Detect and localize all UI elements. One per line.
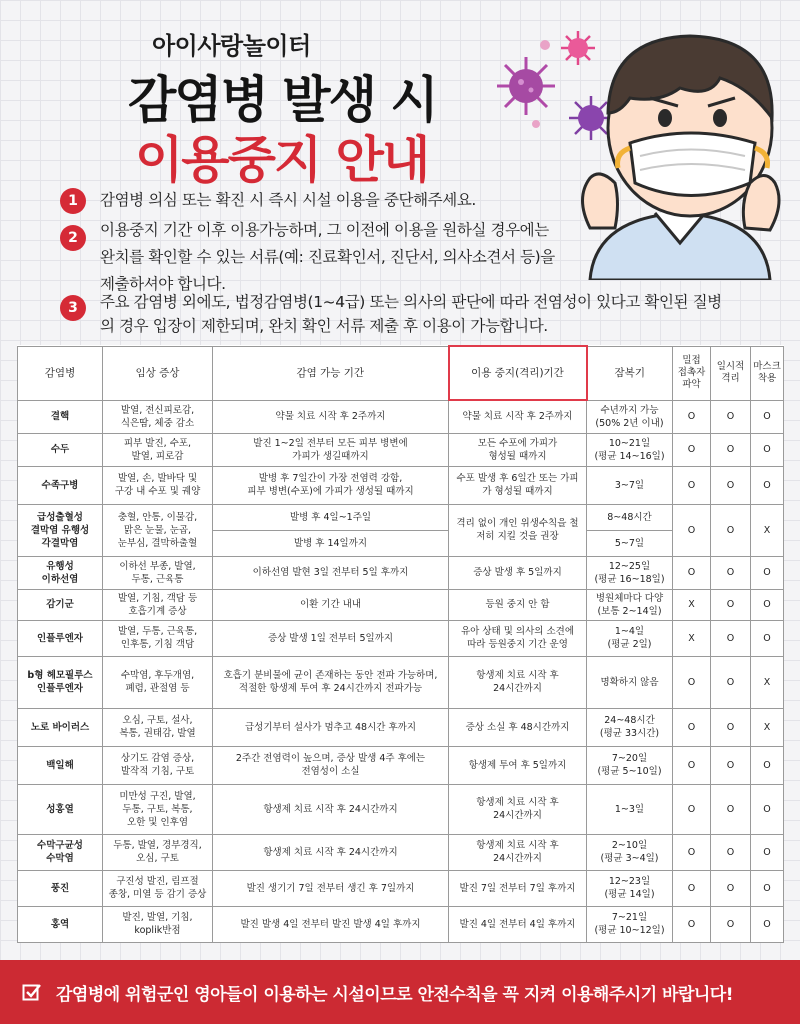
table-header-row: [18, 346, 784, 400]
table-row: [18, 466, 784, 504]
column-header: 잠복기: [587, 346, 673, 400]
notice-text: 이용중지 기간 이후 이용가능하며, 그 이전에 이용을 원하실 경우에는 완치를 확인할 수 있는 서류(예: 진료확인서, 진단서, 의사소견서 등)을 제출하셔야 합니다.: [100, 221, 555, 293]
period-cell: 발진 생기기 7일 전부터 생긴 후 7일까지: [213, 870, 449, 906]
isolation-cell: O: [711, 708, 751, 746]
subtitle: 아이사랑놀이터: [152, 32, 311, 60]
period-cell: 약물 치료 시작 후 2주까지: [213, 400, 449, 433]
contact-cell: O: [673, 556, 711, 589]
dot-decoration: [532, 120, 540, 128]
incubation-cell: 3~7일: [587, 466, 673, 504]
disease-name: 홍역: [18, 906, 103, 942]
disease-name: 급성출혈성 결막염 유행성 각결막염: [18, 504, 103, 556]
incubation-cell: 1~3일: [587, 784, 673, 834]
incubation-cell: 수년까지 가능 (50% 2년 이내): [587, 400, 673, 433]
contact-cell: O: [673, 870, 711, 906]
contact-cell: O: [673, 433, 711, 466]
incubation-cell: 12~23일 (평균 14일): [587, 870, 673, 906]
stop-cell: 발진 4일 전부터 4일 후까지: [449, 906, 587, 942]
symptom-cell: 두통, 발열, 경부경직, 오심, 구토: [103, 834, 213, 870]
incubation-cell: 5~7일: [587, 530, 673, 556]
period-cell: 발병 후 4일~1주일: [213, 504, 449, 530]
mask-cell: X: [751, 656, 784, 708]
incubation-cell: 8~48시간: [587, 504, 673, 530]
number-badge: 1: [60, 188, 86, 214]
mask-cell: O: [751, 433, 784, 466]
mask-cell: O: [751, 784, 784, 834]
stop-cell: 수포 발생 후 6일간 또는 가피 가 형성될 때까지: [449, 466, 587, 504]
column-header: 임상 증상: [103, 346, 213, 400]
contact-cell: O: [673, 834, 711, 870]
mask-cell: O: [751, 620, 784, 656]
incubation-cell: 7~21일 (평균 10~12일): [587, 906, 673, 942]
symptom-cell: 미만성 구진, 발열, 두통, 구토, 복통, 오한 및 인후염: [103, 784, 213, 834]
title-line2: 이용중지 안내: [135, 131, 429, 189]
period-cell: 증상 발생 1일 전부터 5일까지: [213, 620, 449, 656]
isolation-cell: O: [711, 556, 751, 589]
infection-table: [17, 345, 784, 943]
stop-cell: 등원 중지 안 함: [449, 589, 587, 620]
table-row: [18, 656, 784, 708]
stop-cell: 모든 수포에 가피가 형성될 때까지: [449, 433, 587, 466]
disease-name: 유행성 이하선염: [18, 556, 103, 589]
contact-cell: O: [673, 784, 711, 834]
stop-cell: 항생제 치료 시작 후 24시간까지: [449, 656, 587, 708]
period-cell: 항생제 치료 시작 후 24시간까지: [213, 784, 449, 834]
notice-3: [60, 290, 722, 338]
column-header: 밀접 접촉자 파악: [673, 346, 711, 400]
footer-banner: [0, 960, 800, 1024]
masked-child-illustration: [560, 18, 800, 280]
isolation-cell: O: [711, 784, 751, 834]
disease-name: 수막구균성 수막염: [18, 834, 103, 870]
incubation-cell: 7~20일 (평균 5~10일): [587, 746, 673, 784]
stop-cell: 유아 상태 및 의사의 소견에 따라 등원중지 기간 운영: [449, 620, 587, 656]
mask-cell: O: [751, 589, 784, 620]
contact-cell: O: [673, 746, 711, 784]
incubation-cell: 병원체마다 다양 (보통 2~14일): [587, 589, 673, 620]
virus-icon: [495, 55, 557, 117]
isolation-cell: O: [711, 433, 751, 466]
stop-cell: 항생제 투여 후 5일까지: [449, 746, 587, 784]
mask-cell: O: [751, 400, 784, 433]
table-row: [18, 834, 784, 870]
header: [0, 0, 800, 345]
footer-text: 감염병에 위험군인 영아들이 이용하는 시설이므로 안전수칙을 꼭 지켜 이용해주시기 바랍니다!: [56, 984, 733, 1005]
period-cell: 2주간 전염력이 높으며, 증상 발생 4주 후에는 전염성이 소실: [213, 746, 449, 784]
symptom-cell: 충혈, 안통, 이물감, 맑은 눈물, 눈곱, 눈부심, 결막하출혈: [103, 504, 213, 556]
disease-name: 감기군: [18, 589, 103, 620]
disease-name: b형 헤모필루스 인플루엔자: [18, 656, 103, 708]
contact-cell: O: [673, 504, 711, 556]
disease-name: 결핵: [18, 400, 103, 433]
contact-cell: O: [673, 906, 711, 942]
period-cell: 급성기부터 설사가 멈추고 48시간 후까지: [213, 708, 449, 746]
stop-cell: 격리 없이 개인 위생수칙을 철 저히 지킬 것을 권장: [449, 504, 587, 556]
mask-cell: O: [751, 834, 784, 870]
isolation-cell: O: [711, 834, 751, 870]
column-header: 마스크 착용: [751, 346, 784, 400]
stop-cell: 증상 소실 후 48시간까지: [449, 708, 587, 746]
checkbox-icon: [22, 982, 42, 1002]
notice-text: 주요 감염병 외에도, 법정감염병(1~4급) 또는 의사의 판단에 따라 전염성이 있다고 확인된 질병 의 경우 입장이 제한되며, 완치 확인 서류 제출 후 이용이 가능합니다.: [100, 293, 722, 335]
table-row: [18, 870, 784, 906]
table-row: [18, 589, 784, 620]
table-row: [18, 746, 784, 784]
table-row: [18, 906, 784, 942]
isolation-cell: O: [711, 746, 751, 784]
period-cell: 발진 발생 4일 전부터 발진 발생 4일 후까지: [213, 906, 449, 942]
table-row: [18, 433, 784, 466]
disease-name: 수두: [18, 433, 103, 466]
symptom-cell: 피부 발진, 수포, 발열, 피로감: [103, 433, 213, 466]
isolation-cell: O: [711, 906, 751, 942]
incubation-cell: 24~48시간 (평균 33시간): [587, 708, 673, 746]
incubation-cell: 명확하지 않음: [587, 656, 673, 708]
symptom-cell: 발열, 두통, 근육통, 인후통, 기침 객담: [103, 620, 213, 656]
symptom-cell: 구진성 발진, 림프절 종창, 미열 등 감기 증상: [103, 870, 213, 906]
symptom-cell: 이하선 부종, 발열, 두통, 근육통: [103, 556, 213, 589]
symptom-cell: 발열, 손, 발바닥 및 구강 내 수포 및 궤양: [103, 466, 213, 504]
isolation-cell: O: [711, 656, 751, 708]
isolation-cell: O: [711, 504, 751, 556]
symptom-cell: 상기도 감염 증상, 발작적 기침, 구토: [103, 746, 213, 784]
symptom-cell: 발열, 전신피로감, 식은땀, 체중 감소: [103, 400, 213, 433]
stop-cell: 항생제 치료 시작 후 24시간까지: [449, 834, 587, 870]
disease-name: 노로 바이러스: [18, 708, 103, 746]
stop-cell: 발진 7일 전부터 7일 후까지: [449, 870, 587, 906]
period-cell: 이하선염 발현 3일 전부터 5일 후까지: [213, 556, 449, 589]
disease-name: 백일해: [18, 746, 103, 784]
contact-cell: O: [673, 466, 711, 504]
incubation-cell: 10~21일 (평균 14~16일): [587, 433, 673, 466]
disease-name: 풍진: [18, 870, 103, 906]
column-header: 일시적 격리: [711, 346, 751, 400]
period-cell: 이환 기간 내내: [213, 589, 449, 620]
table-row: [18, 708, 784, 746]
mask-cell: X: [751, 708, 784, 746]
table-row: [18, 784, 784, 834]
notice-text: 감염병 의심 또는 확진 시 즉시 시설 이용을 중단해주세요.: [100, 191, 476, 209]
isolation-cell: O: [711, 400, 751, 433]
period-cell: 항생제 치료 시작 후 24시간까지: [213, 834, 449, 870]
contact-cell: O: [673, 400, 711, 433]
period-cell: 발병 후 14일까지: [213, 530, 449, 556]
mask-cell: X: [751, 504, 784, 556]
isolation-cell: O: [711, 620, 751, 656]
disease-name: 인플루엔자: [18, 620, 103, 656]
contact-cell: O: [673, 656, 711, 708]
column-header: 감염병: [18, 346, 103, 400]
period-cell: 호흡기 분비물에 균이 존재하는 동안 전파 가능하며, 적절한 항생제 투여 후 24시간까지 전파가능: [213, 656, 449, 708]
incubation-cell: 12~25일 (평균 16~18일): [587, 556, 673, 589]
dot-decoration: [540, 40, 550, 50]
number-badge: 2: [60, 225, 86, 251]
notice-1: [60, 188, 476, 214]
mask-cell: O: [751, 556, 784, 589]
disease-name: 성홍열: [18, 784, 103, 834]
symptom-cell: 오심, 구토, 설사, 복통, 권태감, 발열: [103, 708, 213, 746]
isolation-cell: O: [711, 466, 751, 504]
table-row: [18, 620, 784, 656]
number-badge: 3: [60, 295, 86, 321]
stop-cell: 항생제 치료 시작 후 24시간까지: [449, 784, 587, 834]
title-line1: 감염병 발생 시: [128, 71, 437, 129]
symptom-cell: 발진, 발열, 기침, koplik반점: [103, 906, 213, 942]
table-row: [18, 400, 784, 433]
table-row: [18, 556, 784, 589]
column-header-highlighted: 이용 중지(격리)기간: [449, 346, 587, 400]
period-cell: 발병 후 7일간이 가장 전염력 강함, 피부 병변(수포)에 가피가 생성될 때까지: [213, 466, 449, 504]
mask-cell: O: [751, 746, 784, 784]
incubation-cell: 2~10일 (평균 3~4일): [587, 834, 673, 870]
period-cell: 발진 1~2일 전부터 모든 피부 병변에 가피가 생길때까지: [213, 433, 449, 466]
mask-cell: O: [751, 906, 784, 942]
notice-2: [60, 217, 555, 298]
column-header: 감염 가능 기간: [213, 346, 449, 400]
symptom-cell: 수막염, 후두개염, 폐렴, 관절염 등: [103, 656, 213, 708]
disease-name: 수족구병: [18, 466, 103, 504]
contact-cell: X: [673, 620, 711, 656]
table-row: [18, 504, 784, 530]
contact-cell: O: [673, 708, 711, 746]
incubation-cell: 1~4일 (평균 2일): [587, 620, 673, 656]
stop-cell: 약물 치료 시작 후 2주까지: [449, 400, 587, 433]
stop-cell: 증상 발생 후 5일까지: [449, 556, 587, 589]
isolation-cell: O: [711, 589, 751, 620]
isolation-cell: O: [711, 870, 751, 906]
symptom-cell: 발열, 기침, 객담 등 호흡기계 증상: [103, 589, 213, 620]
contact-cell: X: [673, 589, 711, 620]
mask-cell: O: [751, 870, 784, 906]
mask-cell: O: [751, 466, 784, 504]
